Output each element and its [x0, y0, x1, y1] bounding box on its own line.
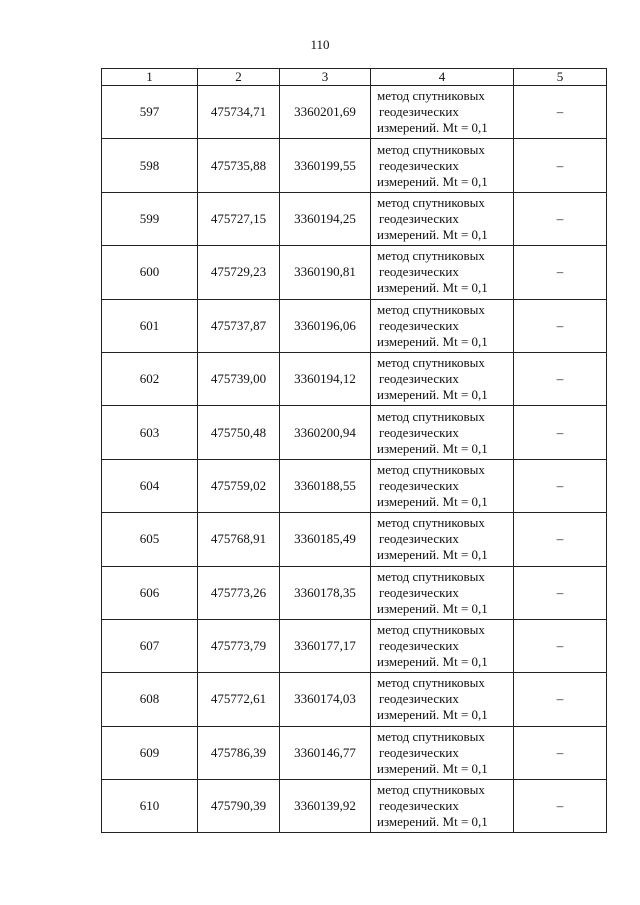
y-coordinate-cell: 3360199,55: [280, 139, 371, 192]
page-number: 110: [310, 37, 330, 52]
method-line: метод спутниковых: [377, 675, 485, 691]
method-line: геодезических: [379, 264, 459, 280]
method-line: метод спутниковых: [377, 408, 485, 424]
table-body: [102, 86, 607, 833]
note-cell: –: [514, 139, 607, 192]
method-cell: [371, 352, 514, 405]
method-cell: [371, 566, 514, 619]
column-header: 2: [198, 69, 280, 86]
method-cell: [371, 513, 514, 566]
x-coordinate-cell: 475727,15: [198, 192, 280, 245]
method-line: геодезических: [379, 371, 459, 387]
method-line: геодезических: [379, 531, 459, 547]
method-line: измерений. Mt = 0,1: [377, 226, 488, 242]
method-line: геодезических: [379, 104, 459, 120]
method-line: метод спутниковых: [377, 141, 485, 157]
table-row: [102, 299, 607, 352]
column-header: 3: [280, 69, 371, 86]
note-cell: –: [514, 459, 607, 512]
y-coordinate-cell: 3360194,12: [280, 352, 371, 405]
method-line: геодезических: [379, 157, 459, 173]
point-number-cell: 600: [102, 246, 198, 299]
method-line: метод спутниковых: [377, 355, 485, 371]
method-line: метод спутниковых: [377, 728, 485, 744]
table-row: [102, 86, 607, 139]
method-cell: [371, 406, 514, 459]
point-number-cell: 605: [102, 513, 198, 566]
y-coordinate-cell: 3360139,92: [280, 780, 371, 833]
column-header: 4: [371, 69, 514, 86]
method-line: измерений. Mt = 0,1: [377, 333, 488, 349]
method-line: геодезических: [379, 691, 459, 707]
method-line: измерений. Mt = 0,1: [377, 760, 488, 776]
point-number-cell: 598: [102, 139, 198, 192]
method-line: метод спутниковых: [377, 88, 485, 104]
y-coordinate-cell: 3360194,25: [280, 192, 371, 245]
point-number-cell: 609: [102, 726, 198, 779]
y-coordinate-cell: 3360146,77: [280, 726, 371, 779]
note-cell: –: [514, 406, 607, 459]
coordinates-table: [101, 68, 607, 833]
y-coordinate-cell: 3360190,81: [280, 246, 371, 299]
x-coordinate-cell: 475786,39: [198, 726, 280, 779]
method-line: метод спутниковых: [377, 782, 485, 798]
note-cell: –: [514, 192, 607, 245]
method-cell: [371, 139, 514, 192]
x-coordinate-cell: 475773,79: [198, 619, 280, 672]
point-number-cell: 603: [102, 406, 198, 459]
table-row: [102, 619, 607, 672]
point-number-cell: 601: [102, 299, 198, 352]
method-line: геодезических: [379, 638, 459, 654]
x-coordinate-cell: 475772,61: [198, 673, 280, 726]
note-cell: –: [514, 673, 607, 726]
note-cell: –: [514, 566, 607, 619]
method-line: измерений. Mt = 0,1: [377, 493, 488, 509]
point-number-cell: 597: [102, 86, 198, 139]
method-line: метод спутниковых: [377, 301, 485, 317]
x-coordinate-cell: 475737,87: [198, 299, 280, 352]
method-line: измерений. Mt = 0,1: [377, 707, 488, 723]
point-number-cell: 610: [102, 780, 198, 833]
method-line: геодезических: [379, 210, 459, 226]
method-line: измерений. Mt = 0,1: [377, 600, 488, 616]
method-line: измерений. Mt = 0,1: [377, 440, 488, 456]
method-line: измерений. Mt = 0,1: [377, 280, 488, 296]
method-cell: [371, 726, 514, 779]
note-cell: –: [514, 619, 607, 672]
y-coordinate-cell: 3360177,17: [280, 619, 371, 672]
method-line: метод спутниковых: [377, 248, 485, 264]
method-line: геодезических: [379, 424, 459, 440]
method-cell: [371, 246, 514, 299]
column-header: 5: [514, 69, 607, 86]
x-coordinate-cell: 475734,71: [198, 86, 280, 139]
method-line: измерений. Mt = 0,1: [377, 814, 488, 830]
note-cell: –: [514, 513, 607, 566]
table-row: [102, 139, 607, 192]
column-header: 1: [102, 69, 198, 86]
method-line: метод спутниковых: [377, 622, 485, 638]
y-coordinate-cell: 3360188,55: [280, 459, 371, 512]
method-line: геодезических: [379, 744, 459, 760]
x-coordinate-cell: 475729,23: [198, 246, 280, 299]
method-cell: [371, 86, 514, 139]
method-cell: [371, 192, 514, 245]
x-coordinate-cell: 475750,48: [198, 406, 280, 459]
point-number-cell: 607: [102, 619, 198, 672]
table-row: [102, 780, 607, 833]
table-row: [102, 352, 607, 405]
note-cell: –: [514, 86, 607, 139]
point-number-cell: 602: [102, 352, 198, 405]
note-cell: –: [514, 246, 607, 299]
method-line: геодезических: [379, 584, 459, 600]
y-coordinate-cell: 3360185,49: [280, 513, 371, 566]
y-coordinate-cell: 3360201,69: [280, 86, 371, 139]
point-number-cell: 608: [102, 673, 198, 726]
note-cell: –: [514, 726, 607, 779]
note-cell: –: [514, 780, 607, 833]
method-line: измерений. Mt = 0,1: [377, 173, 488, 189]
x-coordinate-cell: 475773,26: [198, 566, 280, 619]
method-line: геодезических: [379, 798, 459, 814]
table-row: [102, 406, 607, 459]
method-line: метод спутниковых: [377, 515, 485, 531]
table-header-row: [102, 69, 607, 86]
y-coordinate-cell: 3360174,03: [280, 673, 371, 726]
x-coordinate-cell: 475735,88: [198, 139, 280, 192]
y-coordinate-cell: 3360200,94: [280, 406, 371, 459]
y-coordinate-cell: 3360196,06: [280, 299, 371, 352]
method-line: метод спутниковых: [377, 461, 485, 477]
y-coordinate-cell: 3360178,35: [280, 566, 371, 619]
x-coordinate-cell: 475739,00: [198, 352, 280, 405]
table-row: [102, 566, 607, 619]
method-line: измерений. Mt = 0,1: [377, 547, 488, 563]
method-line: геодезических: [379, 317, 459, 333]
point-number-cell: 606: [102, 566, 198, 619]
table-row: [102, 246, 607, 299]
method-line: измерений. Mt = 0,1: [377, 387, 488, 403]
method-line: метод спутниковых: [377, 568, 485, 584]
x-coordinate-cell: 475790,39: [198, 780, 280, 833]
point-number-cell: 599: [102, 192, 198, 245]
table-row: [102, 192, 607, 245]
table-row: [102, 673, 607, 726]
method-cell: [371, 780, 514, 833]
table-row: [102, 726, 607, 779]
method-cell: [371, 299, 514, 352]
note-cell: –: [514, 299, 607, 352]
method-cell: [371, 459, 514, 512]
method-line: измерений. Mt = 0,1: [377, 120, 488, 136]
method-line: геодезических: [379, 477, 459, 493]
point-number-cell: 604: [102, 459, 198, 512]
x-coordinate-cell: 475768,91: [198, 513, 280, 566]
method-line: метод спутниковых: [377, 194, 485, 210]
note-cell: –: [514, 352, 607, 405]
method-cell: [371, 673, 514, 726]
method-line: измерений. Mt = 0,1: [377, 654, 488, 670]
table-row: [102, 459, 607, 512]
table-row: [102, 513, 607, 566]
method-cell: [371, 619, 514, 672]
x-coordinate-cell: 475759,02: [198, 459, 280, 512]
